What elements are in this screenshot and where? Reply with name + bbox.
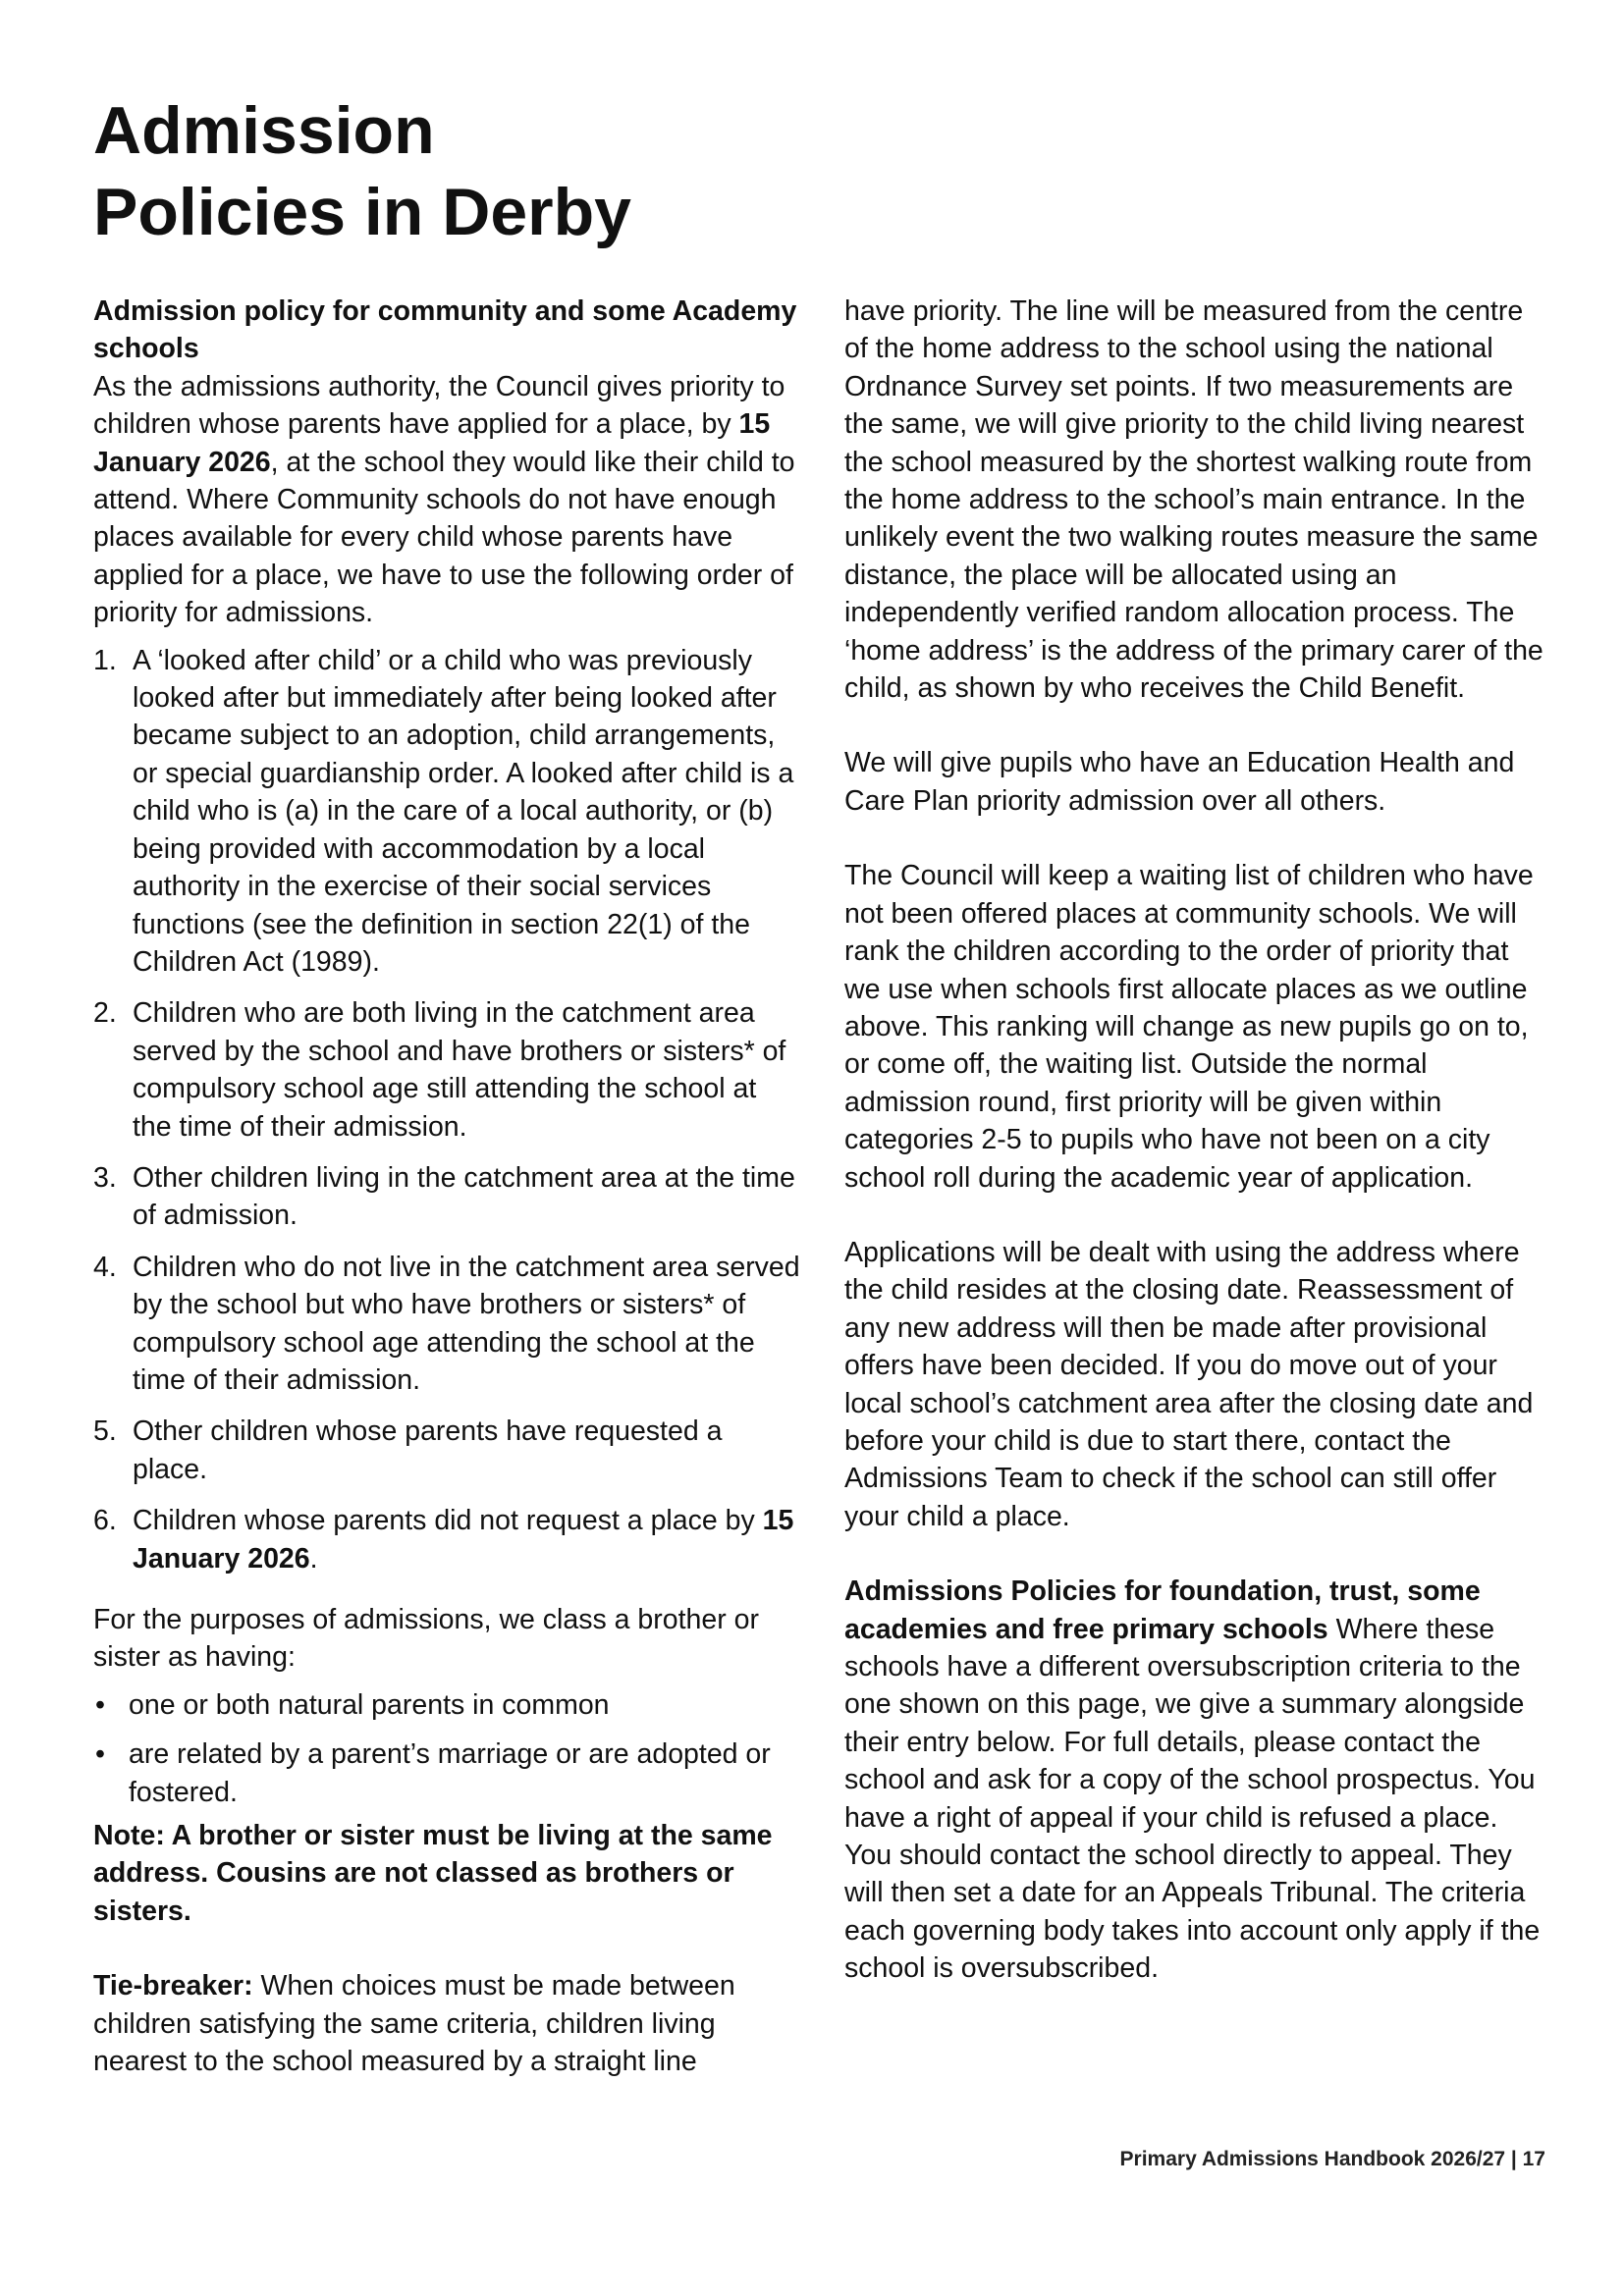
list-text: one or both natural parents in common [129,1688,610,1721]
intro-text: As the admissions authority, the Council gives priority to children whose parents have applied for a place, by [93,370,785,441]
list-number: 6. [93,1505,117,1537]
closing-date: 15 January 2026 [133,1505,794,1575]
list-item [93,1159,800,1235]
foundation-heading: Admissions Policies for foundation, trust, some academies and free primary schools [844,1575,1481,1645]
page-footer: Primary Admissions Handbook 2026/27 | 17 [1119,2148,1545,2170]
left-column [93,293,800,2080]
page-title-line-1: Admission [93,93,435,168]
waiting-list-paragraph: The Council will keep a waiting list of children who have not been offered places at community schools. We will rank the children according to the order of priority that we use when schools first allocate places as we outline above. This ranking will change as new pupils go on to, or come off, the waiting list. Outside the normal admission round, first priority will be given within categories 2-5 to pupils who have not been on a city school roll during the academic year of application. [844,860,1534,1194]
list-text: Other children whose parents have requested a place. [133,1415,723,1485]
list-item [93,1413,800,1488]
list-item [93,994,800,1146]
section-heading-community: Admission policy for community and some Academy schools [93,295,797,365]
bullet-icon: • [95,1688,105,1721]
sibling-bullet-list [93,1686,800,1811]
bullet-icon: • [95,1738,105,1771]
list-text [133,1502,800,1577]
list-text-part: . [309,1542,318,1575]
sibling-intro: For the purposes of admissions, we class a brother or sister as having: [93,1604,759,1674]
list-text: A ‘looked after child’ or a child who was previously looked after but immediately after being looked after became subject to an adoption, child arrangements, or special guardianship order. A looked after child is a child who is (a) in the care of a local authority, or (b) being provided with accommodation by a local authority in the exercise of their social services functions (see the definition in section 22(1) of the Children Act (1989). [133,644,794,978]
list-item [93,1735,800,1811]
ehcp-paragraph: We will give pupils who have an Education Health and Care Plan priority admission over all others. [844,747,1515,817]
intro-paragraph [93,368,800,632]
list-text: are related by a parent’s marriage or are adopted or fostered. [129,1738,771,1808]
right-column [844,293,1551,1988]
page-title [93,90,631,253]
tiebreaker-continued: have priority. The line will be measured from the centre of the home address to the school using the national Ordnance Survey set points. If two measurements are the same, we will give priority to the child living nearest the school measured by the shortest walking route from the home address to the school’s main entrance. In the unlikely event the two walking routes measure the same distance, the place will be allocated using an independently verified random allocation process. The ‘home address’ is the address of the primary carer of the child, as shown by who receives the Child Benefit. [844,295,1543,705]
list-number: 1. [93,644,117,676]
list-text: Other children living in the catchment area at the time of admission. [133,1161,795,1232]
list-text-part: Children whose parents did not request a place by [133,1505,763,1537]
foundation-text: Where these schools have a different oversubscription criteria to the one shown on this page, we give a summary alongside their entry below. For full details, please contact the school and ask for a copy of the school prospectus. You have a right of appeal if your child is refused a place. You should contact the school directly to appeal. They will then set a date for an Appeals Tribunal. The criteria each governing body takes into account only apply if the school is oversubscribed. [844,1613,1541,1985]
tiebreaker-label: Tie-breaker: [93,1970,253,2002]
list-item [93,1249,800,1400]
tiebreaker-text: When choices must be made between children satisfying the same criteria, children living nearest to the school measured by a straight line [93,1970,735,2078]
tiebreaker-paragraph [93,1967,800,2080]
list-item [93,1686,800,1724]
intro-text-cont: , at the school they would like their child to attend. Where Community schools do not have enough places available for every child whose parents have applied for a place, we have to use the following order of priority for admissions. [93,446,795,629]
list-number: 3. [93,1161,117,1194]
priority-list [93,642,800,1577]
address-paragraph: Applications will be dealt with using the address where the child resides at the closing date. Reassessment of any new address will then be made after provisional offers have been decided. If you do move out of your local school’s catchment area after the closing date and before your child is due to start there, contact the Admissions Team to check if the school can still offer your child a place. [844,1236,1534,1532]
list-number: 5. [93,1415,117,1448]
list-number: 4. [93,1251,117,1283]
closing-date: 15 January 2026 [93,408,771,478]
foundation-policies-paragraph [844,1573,1551,1987]
list-item [93,642,800,982]
page-title-line-2: Policies in Derby [93,175,631,249]
sibling-note: Note: A brother or sister must be living at the same address. Cousins are not classed as brothers or sisters. [93,1820,773,1927]
list-number: 2. [93,997,117,1030]
list-item [93,1502,800,1577]
list-text: Children who are both living in the catchment area served by the school and have brothers or sisters* of compulsory school age still attending the school at the time of their admission. [133,997,786,1143]
list-text: Children who do not live in the catchment area served by the school but who have brothers or sisters* of compulsory school age attending the school at the time of their admission. [133,1251,800,1396]
